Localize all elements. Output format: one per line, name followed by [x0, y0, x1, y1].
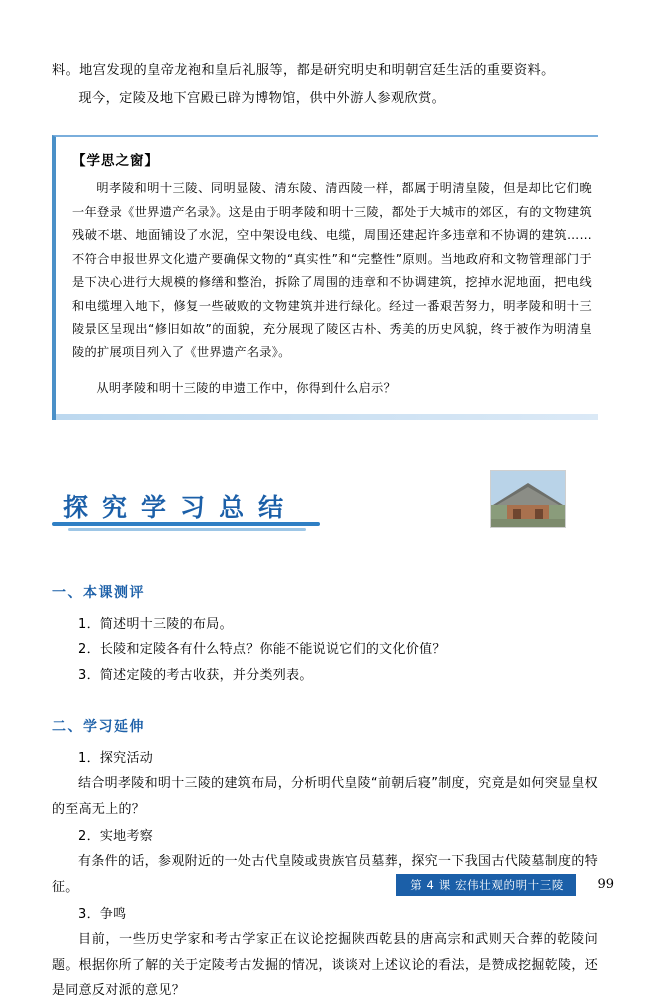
paragraph-museum: 现今，定陵及地下宫殿已辟为博物馆，供中外游人参观欣赏。: [78, 90, 446, 106]
section-heading-two: 二、学习延伸: [52, 719, 145, 736]
explore-section-header: [52, 482, 598, 554]
sub-item-text: 有条件的话，参观附近的一处古代皇陵或贵族官员墓葬，探究一下我国古代陵墓制度的特征。: [52, 854, 598, 895]
explore-title-char: 结: [258, 493, 286, 523]
list-item: 3．简述定陵的考古收获，并分类列表。: [78, 667, 313, 683]
ancient-building-photo: [490, 470, 566, 528]
paragraph-continuation: 料。地宫发现的皇帝龙袍和皇后礼服等，都是研究明史和明朝宫廷生活的重要资料。: [52, 63, 555, 78]
explore-title-char: 究: [102, 493, 130, 523]
footer-chapter-label: 第 4 课 宏伟壮观的明十三陵: [396, 874, 576, 896]
sub-item-label: 2．实地考察: [78, 829, 154, 845]
study-window-paragraph: 明孝陵和明十三陵、同明显陵、清东陵、清西陵一样，都属于明清皇陵，但是却比它们晚一年登录《世界遗产名录》。这是由于明孝陵和明十三陵，都处于大城市的郊区，有的文物建筑残破不堪、地面铺设了水泥，空中架设电线、电缆，周围还建起许多违章和不协调的建筑……不符合申报世界文化遗产要确保文物的“真实性”和“完整性”原则。当地政府和文物管理部门于是下决心进行大规模的修缮和整治，拆除了周围的违章和不协调建筑，挖掉水泥地面，把电线和电缆埋入地下，修复一些破败的文物建筑并进行绿化。经过一番艰苦努力，明孝陵和明十三陵景区呈现出“修旧如故”的面貌，充分展现了陵区古朴、秀美的历史风貌，终于被作为明清皇陵的扩展项目列入了《世界遗产名录》。: [72, 181, 592, 360]
study-window-question: 从明孝陵和明十三陵的申遗工作中，你得到什么启示？: [96, 380, 397, 395]
study-window-title: 【学思之窗】: [72, 153, 159, 170]
sub-item-text: 结合明孝陵和明十三陵的建筑布局，分析明代皇陵“前朝后寝”制度，究竟是如何突显皇权的至高无上的？: [52, 776, 598, 817]
explore-title-underline: [52, 522, 320, 532]
footer-page-number: 99: [597, 877, 614, 892]
sub-item-label: 1．探究活动: [78, 751, 154, 767]
explore-title-char: 学: [141, 493, 169, 523]
list-item: 1．简述明十三陵的布局。: [78, 617, 233, 633]
explore-title: [60, 488, 288, 524]
top-body-text: [52, 58, 598, 111]
sub-item-label: 3．争鸣: [78, 907, 127, 923]
study-window-box: [52, 135, 598, 420]
sub-item-text: 目前，一些历史学家和考古学家正在议论挖掘陕西乾县的唐高宗和武则天合葬的乾陵问题。根据你所了解的关于定陵考古发掘的情况，谈谈对上述议论的看法，是赞成挖掘乾陵，还是同意反对派的意见？: [52, 932, 598, 999]
explore-title-char: 总: [219, 493, 247, 523]
section-heading-one: 一、本课测评: [52, 585, 145, 602]
explore-title-char: 探: [63, 493, 91, 523]
explore-title-char: 习: [180, 493, 208, 523]
section-one-list: [52, 612, 598, 688]
page-footer: [0, 872, 650, 896]
list-item: 2．长陵和定陵各有什么特点？你能不能说说它们的文化价值？: [78, 642, 446, 658]
